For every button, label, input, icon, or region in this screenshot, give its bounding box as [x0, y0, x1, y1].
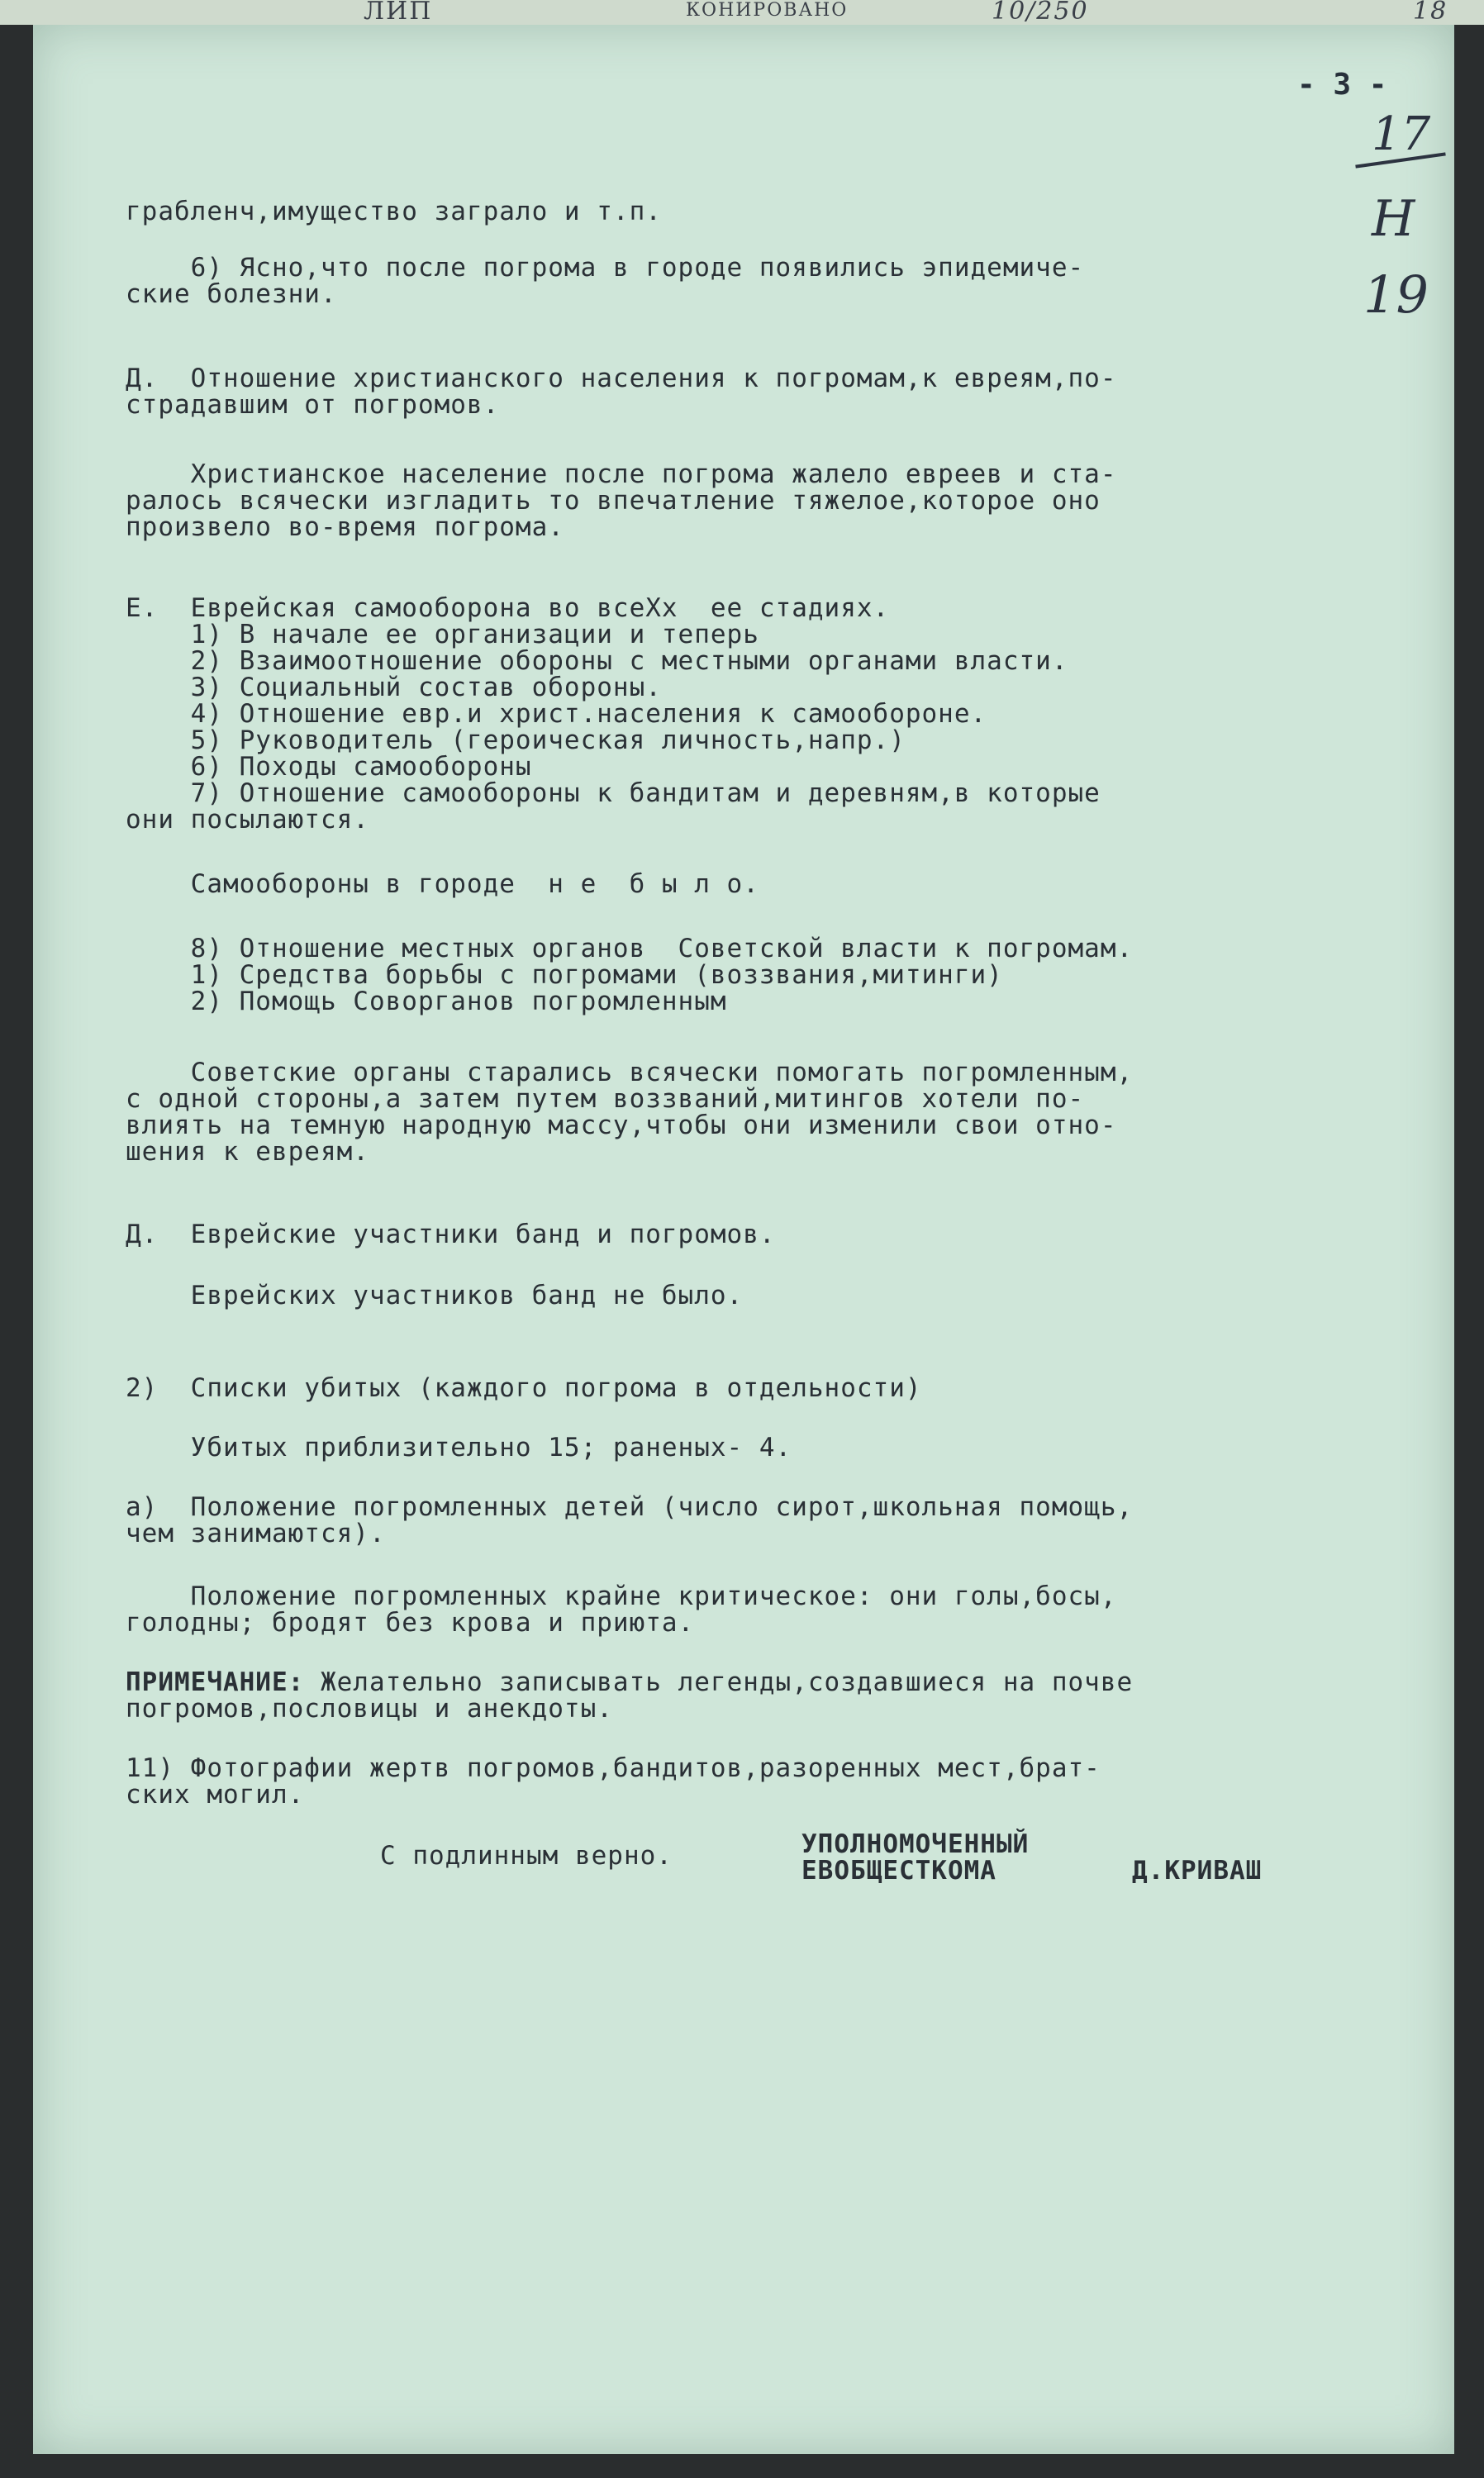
- paragraph-line: ские болезни.: [126, 279, 337, 309]
- list-item: 6) Походы самообороны: [126, 752, 532, 782]
- document-page: [33, 25, 1454, 2454]
- signature-title: УПОЛНОМОЧЕННЫЙ: [801, 1829, 1030, 1859]
- strip-text-left: ЛИП: [364, 0, 433, 25]
- paragraph-line: Убитых приблизительно 15; раненых- 4.: [126, 1433, 792, 1463]
- list-item: чем занимаются).: [126, 1519, 386, 1548]
- paragraph-line: влиять на темную народную массу,чтобы они изменили свои отно-: [126, 1111, 1117, 1140]
- list-item: 4) Отношение евр.и христ.населения к самообороне.: [126, 699, 987, 729]
- paragraph-line: Самообороны в городе н е б ы л о.: [126, 869, 759, 899]
- list-item: 11) Фотографии жертв погромов,бандитов,разоренных мест,брат-: [126, 1753, 1101, 1783]
- paragraph-line: шения к евреям.: [126, 1137, 369, 1167]
- list-item: 7) Отношение самообороны к бандитам и деревням,в которые: [126, 778, 1101, 808]
- certification-text: С подлинным верно.: [380, 1841, 673, 1871]
- paragraph-line: Советские органы старались всячески помогать погромленным,: [126, 1058, 1134, 1087]
- signature-organization: ЕВОБЩЕСТКОМА: [801, 1856, 996, 1886]
- paragraph-line: Еврейских участников банд не было.: [126, 1281, 744, 1310]
- page-number: - 3 -: [1297, 68, 1387, 102]
- signature-name: Д.КРИВАШ: [1132, 1856, 1263, 1886]
- section-heading: Е. Еврейская самооборона во всеХх ее стадиях.: [126, 593, 890, 623]
- list-item: они посылаются.: [126, 805, 369, 835]
- paragraph-line: ралось всячески изгладить то впечатление тяжелое,которое оно: [126, 486, 1101, 516]
- paragraph-line: произвело во-время погрома.: [126, 512, 564, 542]
- section-heading: Д. Еврейские участники банд и погромов.: [126, 1220, 776, 1249]
- list-item: 3) Социальный состав обороны.: [126, 673, 662, 702]
- archive-mark-top: 17: [1372, 107, 1431, 161]
- paragraph-line: Христианское население после погрома жалело евреев и ста-: [126, 459, 1117, 489]
- top-strip: [0, 0, 1484, 25]
- paragraph-line: голодны; бродят без крова и приюта.: [126, 1608, 695, 1638]
- paragraph-line: 6) Ясно,что после погрома в городе появились эпидемиче-: [126, 253, 1085, 283]
- archive-mark-bottom: 19: [1363, 264, 1429, 325]
- strip-text-right: 10/250: [992, 0, 1089, 25]
- list-item: 2) Помощь Соворганов погромленным: [126, 987, 727, 1016]
- strip-text-corner: 18: [1413, 0, 1448, 25]
- list-item: 1) В начале ее организации и теперь: [126, 620, 759, 649]
- note-text: Желательно записывать легенды,создавшиеся на почве: [304, 1667, 1134, 1697]
- list-item: 1) Средства борьбы с погромами (воззвания,митинги): [126, 960, 1003, 990]
- list-item: а) Положение погромленных детей (число сирот,школьная помощь,: [126, 1492, 1134, 1522]
- section-heading: Д. Отношение христианского населения к погромам,к евреям,по-: [126, 364, 1117, 393]
- list-item: 5) Руководитель (героическая личность,напр.): [126, 725, 906, 755]
- list-item: 2) Списки убитых (каждого погрома в отдельности): [126, 1373, 922, 1403]
- list-item: ских могил.: [126, 1780, 305, 1810]
- note-label: ПРИМЕЧАНИЕ:: [126, 1667, 305, 1697]
- note-line: [126, 1669, 1133, 1696]
- strip-text-middle: КОНИРОВАНО: [686, 0, 849, 21]
- paragraph-line: Положение погромленных крайне критическое: они голы,босы,: [126, 1581, 1117, 1611]
- paragraph-line: грабленч,имущество заграло и т.п.: [126, 197, 662, 226]
- section-heading: страдавшим от погромов.: [126, 390, 500, 420]
- archive-mark-middle: Н: [1372, 190, 1415, 248]
- list-item: 2) Взаимоотношение обороны с местными органами власти.: [126, 646, 1068, 676]
- note-line: погромов,пословицы и анекдоты.: [126, 1694, 613, 1724]
- paragraph-line: с одной стороны,а затем путем воззваний,митингов хотели по-: [126, 1084, 1085, 1114]
- list-item: 8) Отношение местных органов Советской власти к погромам.: [126, 934, 1134, 963]
